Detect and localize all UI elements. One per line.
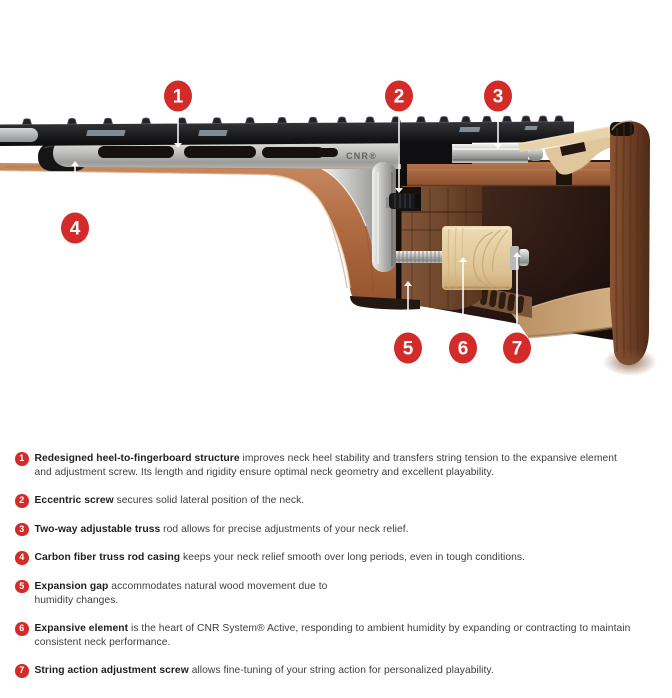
marker-4	[61, 213, 89, 244]
marker-1-label: 1	[172, 86, 184, 108]
eccentric-screw	[386, 193, 421, 209]
plate-engraving: CNR®	[346, 151, 377, 161]
legend-bullet-5: 5	[15, 580, 29, 594]
marker-3	[484, 81, 512, 112]
marker-6-label: 6	[457, 338, 469, 360]
expansive-element	[442, 226, 512, 290]
marker-2-label: 2	[393, 86, 405, 108]
legend-bullet-4: 4	[15, 551, 29, 565]
plate-slot	[316, 148, 338, 157]
threaded-rod	[396, 251, 446, 263]
legend-text-3: Two-way adjustable truss rod allows for precise adjustments of your neck relief.	[34, 523, 409, 535]
legend-item-2	[15, 494, 656, 508]
legend-bullet-3: 3	[15, 523, 29, 537]
legend-bullet-6: 6	[15, 622, 29, 636]
legend-text-4: Carbon fiber truss rod casing keeps your neck relief smooth over long periods, even in tough conditions.	[34, 552, 526, 564]
legend-item-3	[15, 523, 656, 537]
marker-1	[164, 81, 192, 112]
legend-bullet-2: 2	[15, 494, 29, 508]
marker-2	[385, 81, 413, 112]
legend	[15, 452, 656, 693]
marker-7-label: 7	[511, 338, 523, 360]
legend-item-1	[15, 452, 656, 479]
marker-5-label: 5	[402, 338, 414, 360]
legend-text-2: Eccentric screw secures solid lateral position of the neck.	[34, 495, 305, 507]
legend-text-7: String action adjustment screw allows fine-tuning of your string action for personalized playability.	[34, 665, 494, 677]
legend-item-5	[15, 580, 656, 607]
plate-slot	[262, 147, 324, 158]
fingerboard-end-cap	[0, 128, 38, 142]
plate-slot	[98, 146, 174, 158]
legend-item-7	[15, 664, 656, 678]
legend-item-6	[15, 622, 656, 649]
legend-item-4	[15, 551, 656, 565]
marker-7	[503, 333, 531, 364]
marker-5	[394, 333, 422, 364]
marker-3-label: 3	[492, 86, 504, 108]
legend-text-5: Expansion gap accommodates natural wood movement due to humidity changes.	[34, 580, 328, 606]
marker-6	[449, 333, 477, 364]
marker-4-label: 4	[69, 218, 81, 240]
legend-text-1: Redesigned heel-to-fingerboard structure improves neck heel stability and transfers string tension to the expansive element and adjustment screw. Its length and rigidity ensure optimal neck geometry and excellent playability.	[34, 453, 617, 478]
plate-slot	[184, 146, 256, 158]
legend-bullet-7: 7	[15, 664, 29, 678]
legend-bullet-1: 1	[15, 452, 29, 466]
legend-text-6: Expansive element is the heart of CNR System® Active, responding to ambient humidity by expanding or contracting to maintain consistent neck performance.	[34, 623, 631, 648]
